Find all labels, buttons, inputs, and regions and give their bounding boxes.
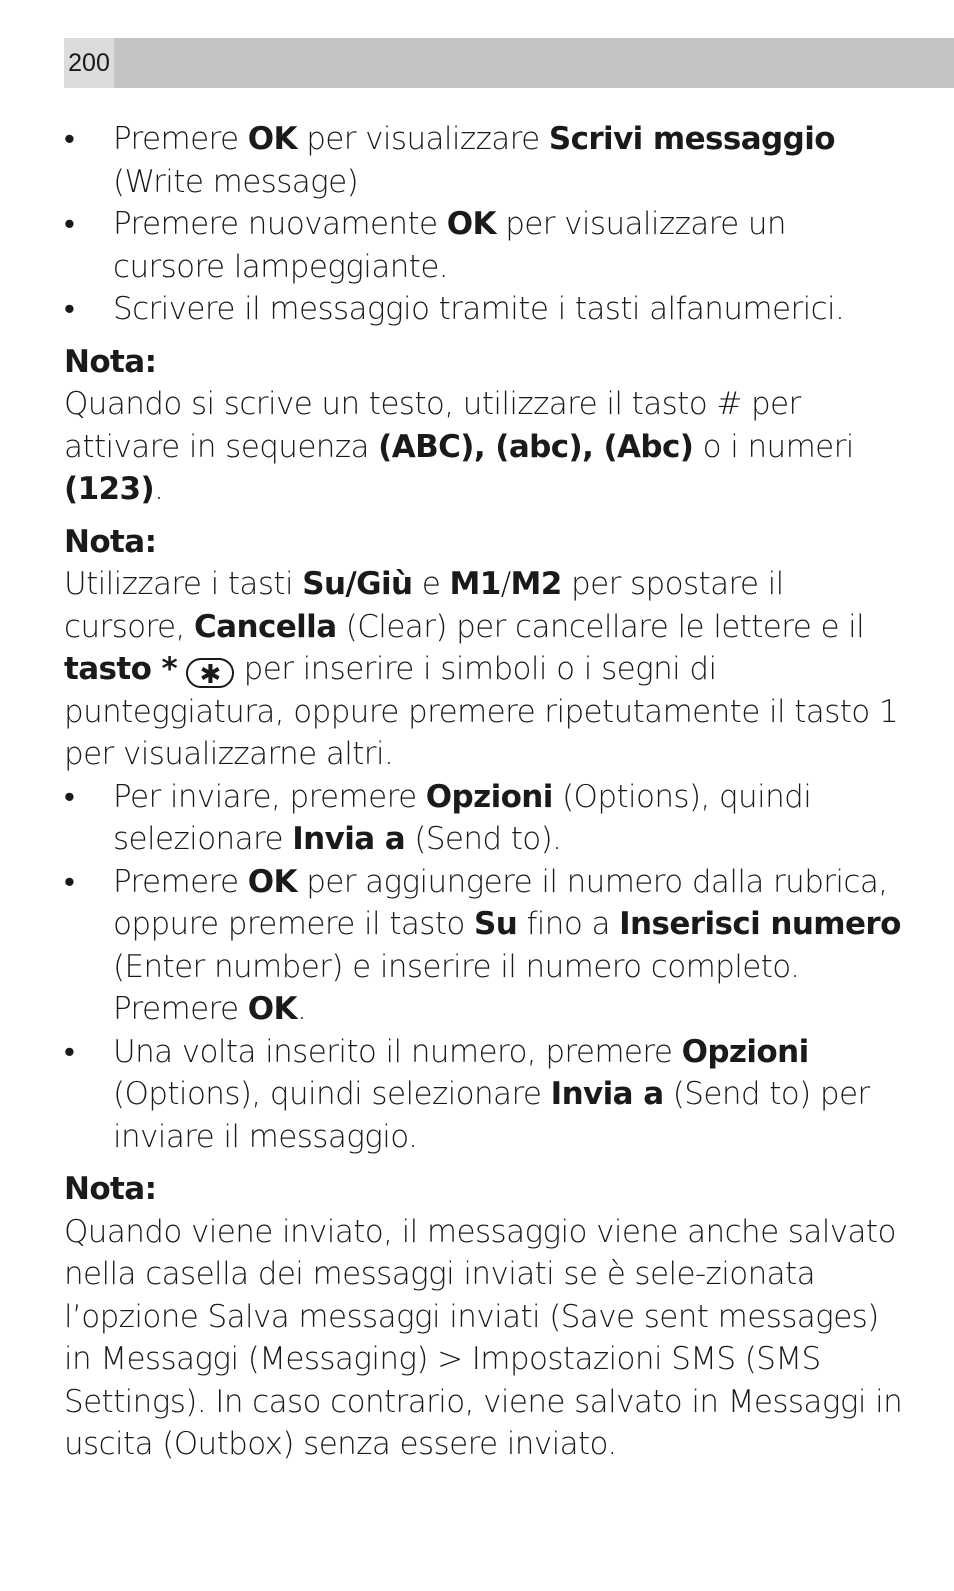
- page-content: [64, 118, 904, 1466]
- note-title: Nota:: [64, 1171, 157, 1207]
- note-body: Quando si scrive un testo, utilizzare il tasto # per attivare in sequenza (ABC), (abc), (Abc) o i numeri (123).: [64, 386, 854, 507]
- list-item: • Premere nuovamente OK per visualizzare un cursore lampeggiante.: [64, 203, 904, 288]
- page-header-bar: [64, 38, 954, 88]
- star-key-icon: ✱: [186, 658, 234, 688]
- note-title: Nota:: [64, 343, 157, 380]
- page-number: 200: [64, 38, 114, 88]
- list-item: • Per inviare, premere Opzioni (Options), quindi selezionare Invia a (Send to).: [64, 776, 904, 861]
- steps-list-2: [64, 776, 904, 1159]
- list-item: • Una volta inserito il numero, premere Opzioni (Options), quindi selezionare Invia a (Send to) per inviare il messaggio.: [64, 1031, 904, 1159]
- list-item: • Premere OK per aggiungere il numero dalla rubrica, oppure premere il tasto Su fino a Inserisci numero (Enter number) e inserire il numero completo. Premere OK.: [64, 861, 904, 1031]
- note-title: Nota:: [64, 523, 157, 560]
- list-item: • Premere OK per visualizzare Scrivi messaggio (Write message): [64, 118, 904, 203]
- note-body: Quando viene inviato, il messaggio viene anche salvato nella casella dei messaggi inviati se è sele-zionata l’opzione Salva messaggi inviati (Save sent messages) in Messaggi (Messaging) > Impostazioni SMS (SMS Settings). In caso contrario, viene salvato in Messaggi in uscita (Outbox) senza essere inviato.: [64, 1213, 903, 1462]
- note-body: Utilizzare i tasti Su/Giù e M1/M2 per spostare il cursore, Cancella (Clear) per cancellare le lettere e il tasto * ✱ per inserire i simboli o i segni di punteggiatura, oppure premere ripetutamente il tasto 1 per visualizzarne altri.: [64, 566, 899, 772]
- steps-list-1: [64, 118, 904, 331]
- list-item: • Scrivere il messaggio tramite i tasti alfanumerici.: [64, 288, 904, 331]
